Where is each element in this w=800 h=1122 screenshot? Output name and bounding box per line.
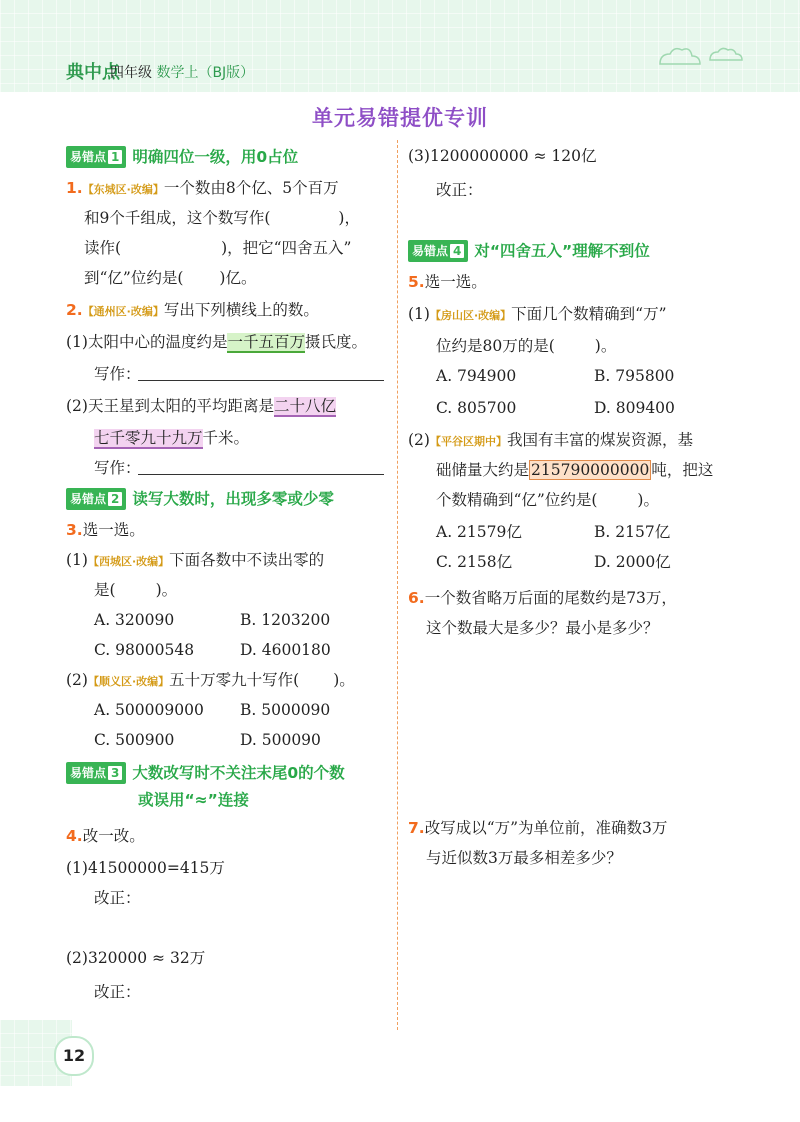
option-b: B. 795800: [594, 367, 675, 385]
question-7-line-2: 与近似数3万最多相差多少？: [426, 849, 622, 867]
write-label: 写作：: [94, 459, 141, 477]
highlight-number: 215790000000: [531, 461, 650, 479]
option-d: D. 809400: [594, 399, 675, 417]
question-3-stem: 3.选一选。: [66, 521, 145, 539]
option-b: B. 1203200: [240, 611, 331, 629]
highlight-number: 七千零九十九万: [94, 429, 203, 447]
option-c: C. 98000548: [94, 641, 195, 659]
question-5-part-1: (1)【房山区·改编】下面几个数精确到“万”: [408, 305, 667, 323]
option-a: A. 500009000: [94, 701, 204, 719]
fix-label: 改正：: [436, 181, 483, 199]
option-c: C. 805700: [436, 399, 517, 417]
section-heading-1: 易错点 1 明确四位一级，用0占位: [66, 146, 298, 168]
question-6-line-1: 6.一个数省略万后面的尾数约是73万，: [408, 589, 677, 607]
option-b: B. 5000090: [240, 701, 331, 719]
question-5-part-2-cont2: 个数精确到“亿”位约是( )。: [436, 491, 659, 509]
answer-line[interactable]: [138, 380, 384, 381]
book-info: [110, 62, 254, 82]
option-d: D. 4600180: [240, 641, 331, 659]
cloud-decoration-icon: [650, 42, 760, 72]
question-3-part-1-cont: 是( )。: [94, 581, 178, 599]
question-2-part-2: (2)天王星到太阳的平均距离是二十八亿: [66, 397, 336, 415]
page-number: 12: [54, 1036, 94, 1076]
option-c: C. 2158亿: [436, 553, 513, 571]
question-2-stem: 2.【通州区·改编】写出下列横线上的数。: [66, 301, 319, 319]
section-heading-3-cont: 或误用“≈”连接: [138, 791, 249, 809]
question-1-line-4: 到“亿”位约是( )亿。: [84, 269, 257, 287]
question-5-part-2: (2)【平谷区期中】我国有丰富的煤炭资源，基: [408, 431, 693, 449]
section-heading-2: 易错点 2 读写大数时，出现多零或少零: [66, 488, 334, 510]
question-6-line-2: 这个数最大是多少？最小是多少？: [426, 619, 659, 637]
question-4-part-1: (1)41500000=415万: [66, 859, 225, 877]
question-4-part-2: (2)320000 ≈ 32万: [66, 949, 206, 967]
option-a: A. 21579亿: [436, 523, 522, 541]
section-tag: 易错点 4: [408, 240, 468, 262]
write-label: 写作：: [94, 365, 141, 383]
highlight-number: 一千五百万: [227, 333, 305, 351]
question-7-line-1: 7.改写成以“万”为单位前，准确数3万: [408, 819, 668, 837]
question-3-part-1: (1)【西城区·改编】下面各数中不读出零的: [66, 551, 325, 569]
highlight-number: 二十八亿: [273, 397, 336, 415]
option-a: A. 320090: [94, 611, 175, 629]
question-1-line-3: 读作( )，把它“四舍五入”: [84, 239, 352, 257]
section-tag: 易错点 3: [66, 762, 126, 784]
question-5-part-2-cont: 础储量大约是 215790000000 吨，把这: [436, 461, 714, 479]
subject-label: 数学上（BJ版）: [156, 65, 255, 81]
section-tag: 易错点 1: [66, 146, 126, 168]
section-tag: 易错点 2: [66, 488, 126, 510]
question-5-stem: 5.选一选。: [408, 273, 487, 291]
question-4-stem: 4.改一改。: [66, 827, 145, 845]
grade-label: 四年级: [110, 65, 152, 81]
option-d: D. 2000亿: [594, 553, 671, 571]
question-2-part-1: (1)太阳中心的温度约是一千五百万摄氏度。: [66, 333, 367, 351]
answer-line[interactable]: [138, 474, 384, 475]
question-1-line-2: 和9个千组成，这个数写作( )，: [84, 209, 360, 227]
question-5-part-1-cont: 位约是80万的是( )。: [436, 337, 617, 355]
option-a: A. 794900: [436, 367, 517, 385]
question-4-part-3: (3)1200000000 ≈ 120亿: [408, 147, 597, 165]
brand-logo: 典中点: [66, 62, 120, 83]
option-c: C. 500900: [94, 731, 175, 749]
page-title: 单元易错提优专训: [312, 106, 488, 130]
header-band: [0, 0, 800, 92]
column-divider: [397, 140, 398, 1030]
option-d: D. 500090: [240, 731, 321, 749]
question-2-part-2-cont: 七千零九十九万千米。: [94, 429, 250, 447]
section-heading-3: 易错点 3 大数改写时不关注末尾0的个数: [66, 762, 345, 784]
section-heading-4: 易错点 4 对“四舍五入”理解不到位: [408, 240, 650, 262]
fix-label: 改正：: [94, 889, 141, 907]
question-1-line-1: 1.【东城区·改编】一个数由8个亿、5个百万: [66, 179, 339, 197]
question-3-part-2: (2)【顺义区·改编】五十万零九十写作( )。: [66, 671, 355, 689]
option-b: B. 2157亿: [594, 523, 671, 541]
fix-label: 改正：: [94, 983, 141, 1001]
